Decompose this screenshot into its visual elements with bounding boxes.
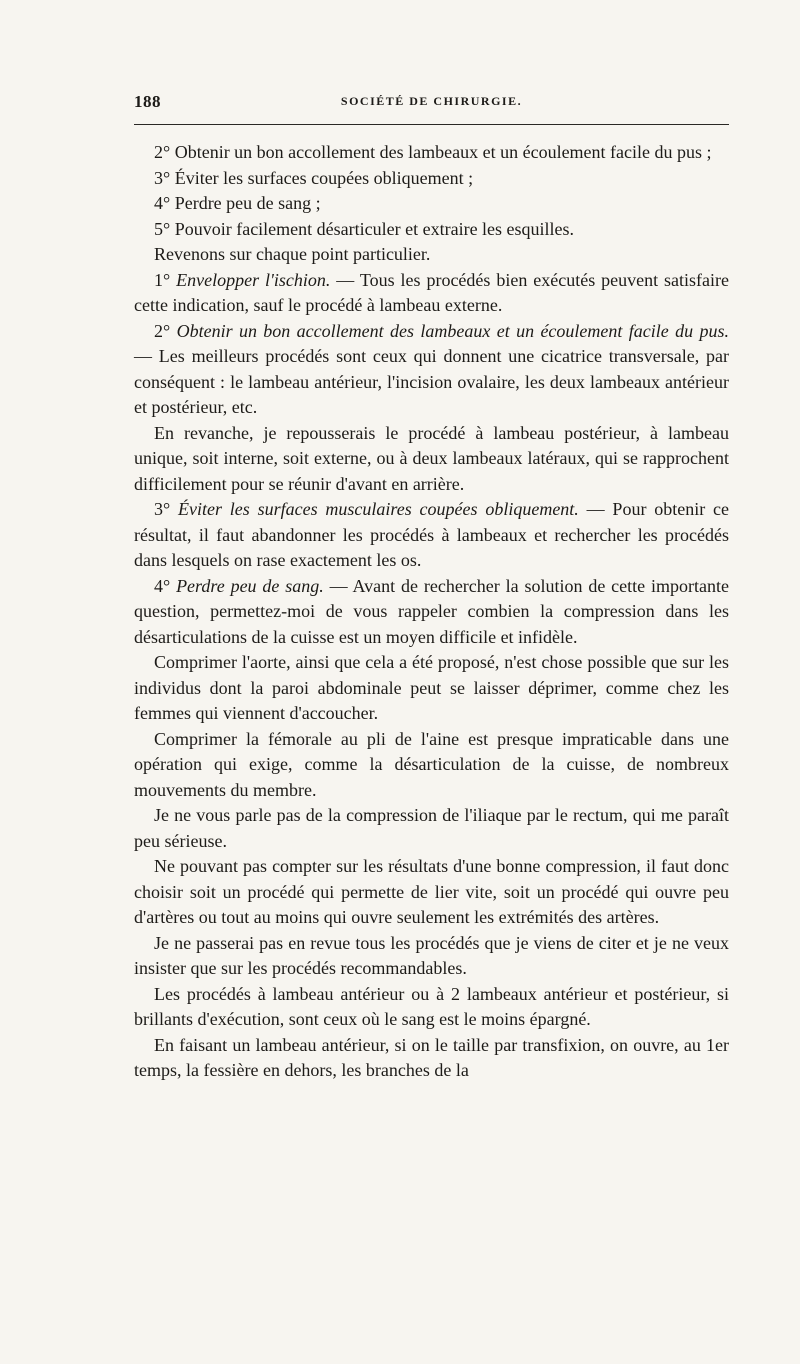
paragraph-text: Comprimer l'aorte, ainsi que cela a été proposé, n'est chose possible que sur les individus dont la paroi abdominale peut se laisser déprimer, comme chez les femmes qui viennent d'accoucher. <box>134 652 729 723</box>
paragraph <box>134 727 729 804</box>
paragraph-text: Les procédés à lambeau antérieur ou à 2 lambeaux antérieur et postérieur, si brillants d'exécution, sont ceux où le sang est le moins épargné. <box>134 983 729 1029</box>
paragraph <box>134 1033 729 1084</box>
paragraph <box>134 574 729 651</box>
paragraph <box>134 191 729 217</box>
paragraph-text: 4° Perdre peu de sang ; <box>154 193 321 213</box>
paragraph-text: 2° Obtenir un bon accollement des lambeaux et un écoulement facile du pus ; <box>154 142 712 162</box>
paragraph-text: 3° Éviter les surfaces coupées obliquement ; <box>154 167 474 188</box>
paragraph <box>134 421 729 498</box>
section-heading: Envelopper l'ischion. <box>176 269 331 290</box>
paragraph <box>134 982 729 1033</box>
section-heading: Perdre peu de sang. <box>176 575 324 596</box>
paragraph <box>134 931 729 982</box>
paragraph <box>134 319 729 421</box>
header-rule <box>134 124 729 125</box>
section-number: 1° <box>154 269 171 290</box>
paragraph <box>134 242 729 268</box>
paragraph-text: En revanche, je repousserais le procédé à lambeau postérieur, à lambeau unique, soit interne, soit externe, ou à deux lambeaux latéraux, qui se rapprochent difficilement pour se réunir d'avant en arrière. <box>134 422 729 494</box>
paragraph <box>134 166 729 192</box>
paragraph <box>134 217 729 243</box>
paragraph-text: — Pour obtenir ce résultat, il faut abandonner les procédés à lambeaux et rechercher les procédés dans lesquels on rase exactement les os. <box>134 499 730 570</box>
paragraph-text: Comprimer la fémorale au pli de l'aine est presque impraticable dans une opération qui exige, comme la désarticulation de la cuisse, de nombreux mouvements du membre. <box>134 728 729 800</box>
paragraph-text: En faisant un lambeau antérieur, si on le taille par transfixion, on ouvre, au 1er temps, la fessière en dehors, les branches de la <box>134 1034 729 1080</box>
paragraph-text: Je ne passerai pas en revue tous les procédés que je viens de citer et je ne veux insister que sur les procédés recommandables. <box>134 932 729 978</box>
paragraph <box>134 854 729 931</box>
body-text <box>134 140 729 1084</box>
paragraph <box>134 650 729 727</box>
paragraph-text: Revenons sur chaque point particulier. <box>154 244 431 264</box>
paragraph <box>134 497 729 574</box>
section-heading: Éviter les surfaces musculaires coupées obliquement. <box>178 499 579 519</box>
paragraph-text: — Avant de rechercher la solution de cette importante question, permettez-moi de vous rappeler combien la compression dans les désarticulations de la cuisse est un moyen difficile et infidèle. <box>134 575 729 647</box>
paragraph <box>134 140 729 166</box>
section-number: 4° <box>154 575 171 596</box>
section-number: 3° <box>154 499 171 519</box>
page-header <box>134 92 729 116</box>
paragraph-text: 5° Pouvoir facilement désarticuler et extraire les esquilles. <box>154 218 575 239</box>
paragraph <box>134 803 729 854</box>
paragraph-text: Ne pouvant pas compter sur les résultats d'une bonne compression, il faut donc choisir soit un procédé qui permette de lier vite, soit un procédé qui ouvre peu d'artères ou tout au moins qui ouvre seulement les extrémités des artères. <box>134 856 729 927</box>
running-head: SOCIÉTÉ DE CHIRURGIE. <box>340 94 523 108</box>
paragraph-text: — Les meilleurs procédés sont ceux qui donnent une cicatrice transversale, par conséquent : le lambeau antérieur, l'incision ovalaire, les deux lambeaux antérieur et postérieur, etc. <box>134 346 729 417</box>
section-number: 2° <box>154 320 171 341</box>
paragraph <box>134 268 729 319</box>
paragraph-text: — Tous les procédés bien exécutés peuvent satisfaire cette indication, sauf le procédé à lambeau externe. <box>134 269 729 315</box>
page-number: 188 <box>134 92 161 111</box>
paragraph-text: Je ne vous parle pas de la compression de l'iliaque par le rectum, qui me paraît peu sérieuse. <box>134 805 729 851</box>
section-heading: Obtenir un bon accollement des lambeaux et un écoulement facile du pus. <box>176 320 729 341</box>
